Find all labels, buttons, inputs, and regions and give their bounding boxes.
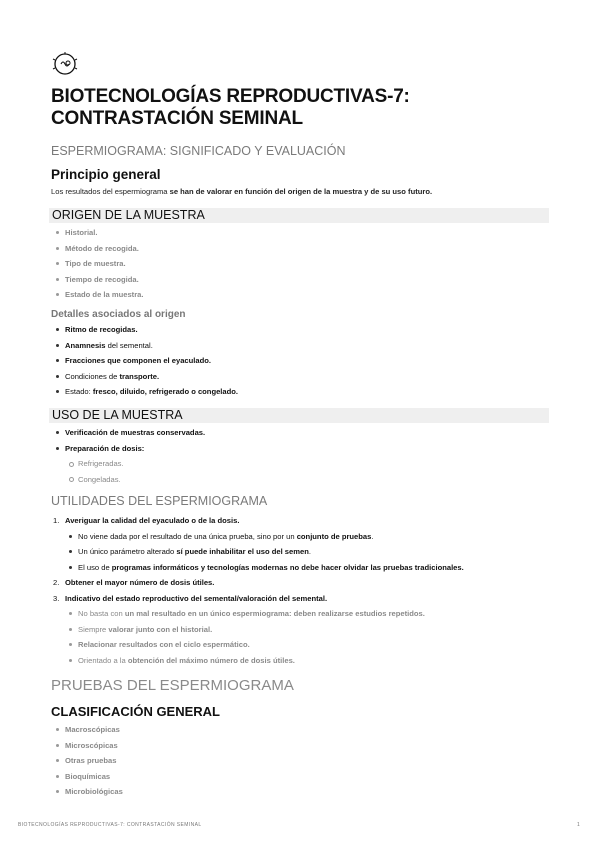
- principio-text: Los resultados del espermiograma se han de valorar en función del origen de la muestra y de su uso futuro.: [51, 187, 433, 196]
- sub-list-item: Un único parámetro alterado sí puede inhabilitar el uso del semen.: [78, 547, 311, 556]
- list-item: Microbiológicas: [65, 787, 123, 796]
- list-item: Condiciones de transporte.: [65, 371, 160, 381]
- list-item: Historial.: [65, 228, 98, 237]
- sub-list-item: No viene dada por el resultado de una única prueba, sino por un conjunto de pruebas.: [78, 531, 374, 541]
- origen-heading: ORIGEN DE LA MUESTRA: [49, 208, 549, 223]
- list-item: Preparación de dosis:: [65, 443, 145, 453]
- list-item: Microscópicas: [65, 740, 118, 750]
- detalles-heading: Detalles asociados al origen: [51, 309, 186, 320]
- brain-logo-icon: [51, 50, 79, 78]
- pruebas-heading: PRUEBAS DEL ESPERMIOGRAMA: [51, 677, 294, 694]
- list-item: Verificación de muestras conservadas.: [65, 428, 206, 437]
- uso-heading: USO DE LA MUESTRA: [49, 408, 549, 423]
- list-item: Estado: fresco, diluido, refrigerado o congelado.: [65, 387, 239, 396]
- sub-list-item: Relacionar resultados con el ciclo espermático.: [78, 640, 250, 649]
- section-heading-espermiograma: ESPERMIOGRAMA: SIGNIFICADO Y EVALUACIÓN: [51, 144, 346, 158]
- list-item: Macroscópicas: [65, 725, 120, 734]
- page-title: BIOTECNOLOGÍAS REPRODUCTIVAS-7: CONTRASTACIÓN SEMINAL: [51, 86, 410, 129]
- list-item: 2. Obtener el mayor número de dosis útiles.: [53, 578, 215, 587]
- sub-list-item: Refrigeradas.: [78, 459, 124, 468]
- list-item: Método de recogida.: [65, 243, 139, 253]
- list-item: 3. Indicativo del estado reproductivo del semental/valoración del semental.: [53, 593, 328, 603]
- list-item: Ritmo de recogidas.: [65, 325, 138, 334]
- sub-list-item: Siempre valorar junto con el historial.: [78, 624, 213, 634]
- list-item: Estado de la muestra.: [65, 290, 144, 299]
- principio-heading: Principio general: [51, 167, 161, 182]
- page-number: 1: [577, 822, 580, 828]
- sub-list-item: Congeladas.: [78, 474, 121, 484]
- utilidades-heading: UTILIDADES DEL ESPERMIOGRAMA: [51, 494, 268, 508]
- sub-list-item: Orientado a la obtención del máximo número de dosis útiles.: [78, 655, 295, 665]
- sub-list-item: El uso de programas informáticos y tecnologías modernas no debe hacer olvidar las pruebas tradicionales.: [78, 562, 464, 572]
- sub-list-item: No basta con un mal resultado en un único espermiograma: deben realizarse estudios repetidos.: [78, 609, 425, 618]
- list-item: Anamnesis del semental.: [65, 340, 153, 350]
- page-footer: BIOTECNOLOGÍAS REPRODUCTIVAS-7: CONTRASTACIÓN SEMINAL: [18, 822, 202, 828]
- list-item: Bioquímicas: [65, 771, 111, 781]
- list-item: Otras pruebas: [65, 756, 117, 765]
- list-item: 1. Averiguar la calidad del eyaculado o de la dosis.: [53, 516, 240, 525]
- list-item: Tipo de muestra.: [65, 259, 126, 268]
- list-item: Fracciones que componen el eyaculado.: [65, 356, 212, 365]
- clasificacion-heading: CLASIFICACIÓN GENERAL: [51, 704, 220, 719]
- list-item: Tiempo de recogida.: [65, 274, 139, 284]
